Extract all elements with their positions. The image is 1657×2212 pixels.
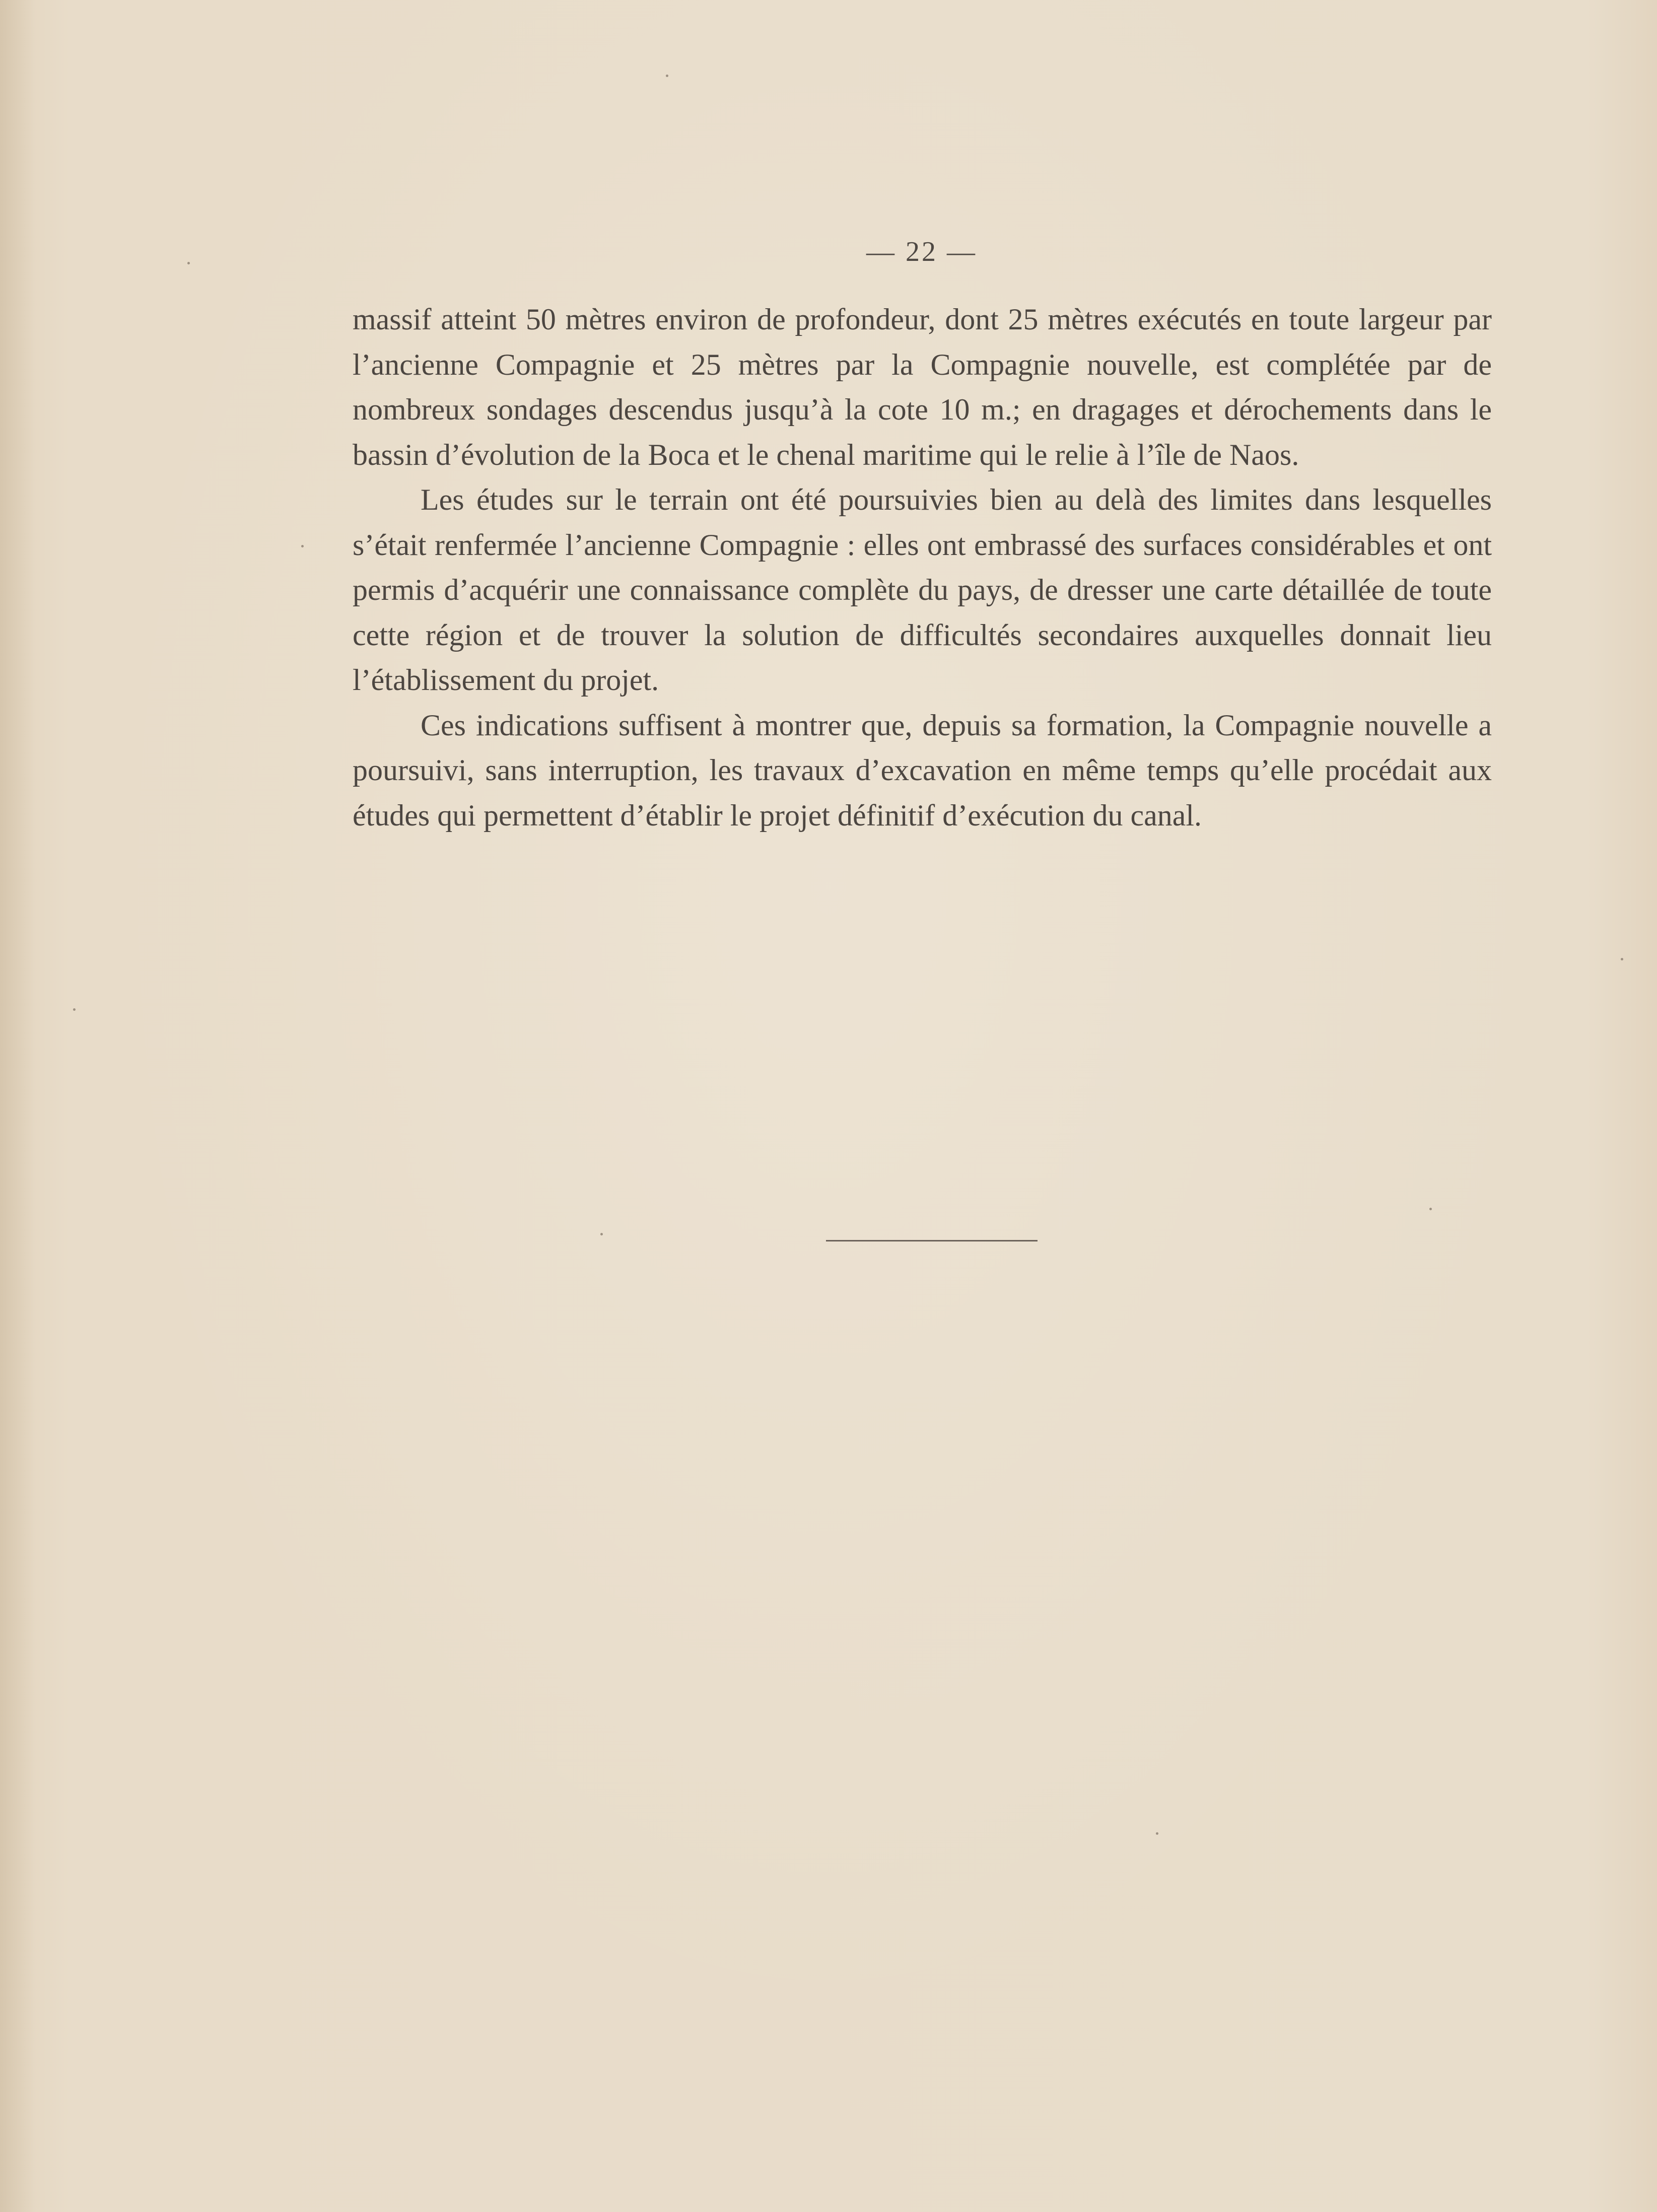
body-text [353, 297, 1492, 838]
paragraph-studies: Les études sur le terrain ont été poursuivies bien au delà des limites dans lesquelles s’était renfermée l’ancienne Compagnie : elles ont embrassé des surfaces considérables et ont permis d’acquérir une connaissance complète du pays, de dresser une carte détaillée de toute cette région et de trouver la solution de difficultés secondaires auxquelles donnait lieu l’établissement du projet. [353, 483, 1492, 697]
paper-speck [73, 1008, 76, 1011]
paper-speck [600, 1233, 603, 1235]
paper-speck [1429, 1208, 1432, 1210]
page-number: — 22 — [866, 236, 977, 267]
paper-speck [1621, 958, 1623, 960]
paragraph-continued: massif atteint 50 mètres environ de profondeur, dont 25 mètres exécutés en toute largeur par l’ancienne Compagnie et 25 mètres par la Compagnie nouvelle, est complétée par de nombreux sondages descendus jusqu’à la cote 10 m.; en dragages et dérochements dans le bassin d’évolution de la Boca et le chenal maritime qui le relie à l’île de Naos. [353, 303, 1492, 471]
paper-speck [187, 262, 190, 264]
paper-speck [1156, 1832, 1158, 1835]
section-end-rule [826, 1240, 1038, 1241]
paragraph-conclusion: Ces indications suffisent à montrer que, depuis sa formation, la Compagnie nouvelle a poursuivi, sans interruption, les travaux d’excavation en même temps qu’elle procédait aux études qui permettent d’établir le projet définitif d’exécution du canal. [353, 708, 1492, 832]
paper-speck [666, 75, 668, 77]
paper-speck [301, 545, 304, 547]
page-edge-shadow [0, 0, 35, 2212]
